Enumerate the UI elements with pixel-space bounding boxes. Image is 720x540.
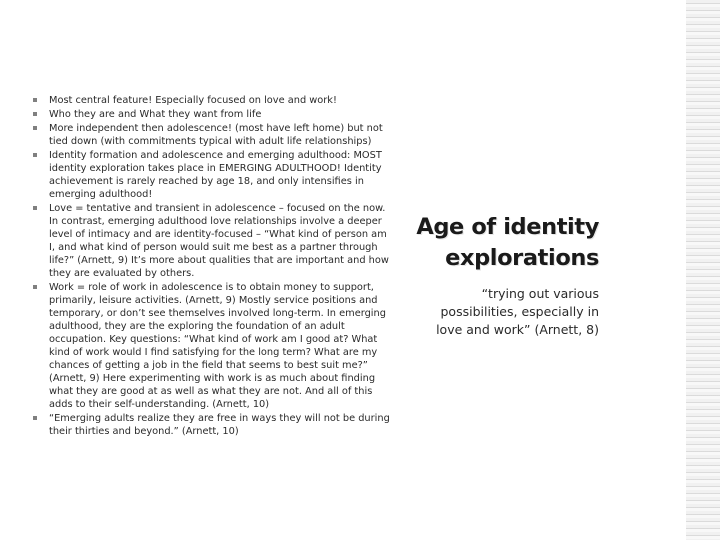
square-bullet-icon: [33, 416, 37, 420]
bullet-item: [30, 202, 390, 280]
slide-title-line2: explorations: [445, 245, 599, 271]
square-bullet-icon: [33, 98, 37, 102]
bullet-text: Who they are and What they want from life: [49, 109, 262, 120]
bullet-text: Work = role of work in adolescence is to obtain money to support, primarily, leisure activities. (Arnett, 9) Mostly service positions and temporary, or don’t see themselves involved long-term. In emerging adulthood, they are the exploring the foundation of an adult occupation. Key questions: “What kind of work am I good at? What kind of work would I find satisfying for the long term? What are my chances of getting a job in the field that seems to best suit me?” (Arnett, 9) Here experimenting with work is as much about finding what they are good at as well as what they are not. And all of this adds to their self-understanding. (Arnett, 10): [49, 282, 386, 410]
square-bullet-icon: [33, 126, 37, 130]
square-bullet-icon: [33, 206, 37, 210]
slide-title-line1: Age of identity: [416, 214, 599, 240]
decorative-edge: [686, 0, 720, 540]
slide-title: [405, 212, 599, 274]
bullet-text: Identity formation and adolescence and emerging adulthood: MOST identity exploration takes place in EMERGING ADULTHOOD! Identity achievement is rarely reached by age 18, and only intensifies in emerging adulthood!: [49, 150, 382, 200]
bullet-text: Most central feature! Especially focused on love and work!: [49, 95, 337, 106]
bullet-text: Love = tentative and transient in adolescence – focused on the now. In contrast, emerging adulthood love relationships involve a deeper level of intimacy and are identity-focused – “What kind of person am I, and what kind of person would suit me best as a partner through life?” (Arnett, 9) It’s more about qualities that are important and how they are evaluated by others.: [49, 203, 389, 279]
bullet-item: [30, 94, 390, 107]
bullet-list: [30, 94, 390, 439]
bullet-item: [30, 149, 390, 201]
square-bullet-icon: [33, 285, 37, 289]
bullet-item: [30, 412, 390, 438]
bullet-text: “Emerging adults realize they are free in ways they will not be during their thirties and beyond.” (Arnett, 10): [49, 413, 390, 437]
slide-quote: “trying out various possibilities, especially in love and work” (Arnett, 8): [436, 286, 599, 337]
bullet-item: [30, 122, 390, 148]
square-bullet-icon: [33, 153, 37, 157]
bullet-item: [30, 281, 390, 411]
bullet-text: More independent then adolescence! (most have left home) but not tied down (with commitments typical with adult life relationships): [49, 123, 383, 147]
square-bullet-icon: [33, 112, 37, 116]
bullet-item: [30, 108, 390, 121]
